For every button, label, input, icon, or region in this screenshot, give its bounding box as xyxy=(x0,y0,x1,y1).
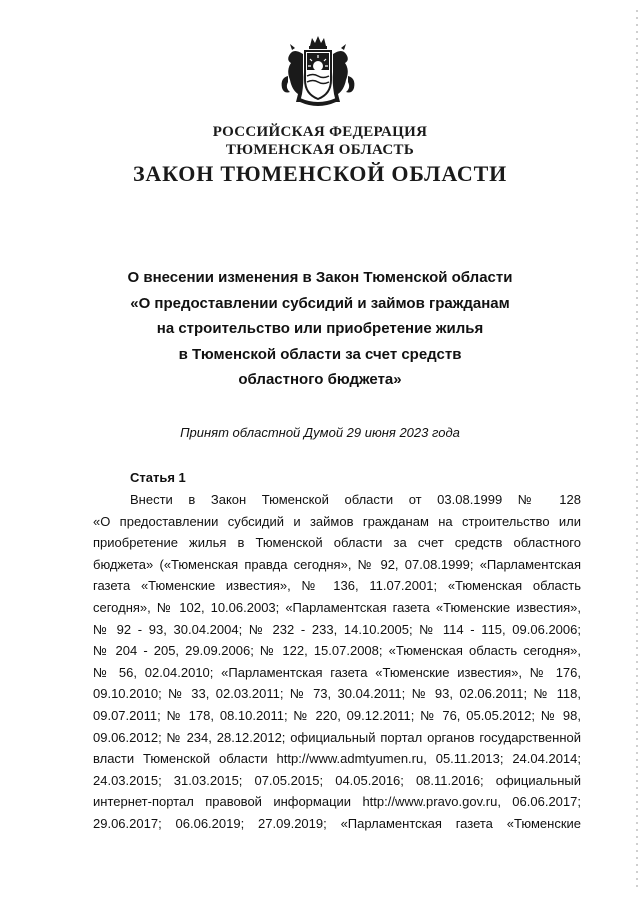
article-line: № 92 - 93, 30.04.2004; № 232 - 233, 14.10.2005; № 114 - 115, 09.06.2006; xyxy=(93,621,581,637)
article-body xyxy=(93,489,581,835)
article-line: 24.03.2015; 31.03.2015; 07.05.2015; 04.05.2016; 08.11.2016; официальный xyxy=(93,772,581,788)
scan-edge-divider xyxy=(636,10,638,890)
region-heading: ТЮМЕНСКАЯ ОБЛАСТЬ xyxy=(225,142,415,158)
law-title xyxy=(110,265,530,393)
article-line: № 204 - 205, 29.09.2006; № 122, 15.07.2008; «Тюменская область сегодня», xyxy=(93,643,581,659)
article-line: сегодня», № 102, 10.06.2003; «Парламентская газета «Тюменские известия», xyxy=(93,599,581,615)
law-title-line: на строительство или приобретение жилья xyxy=(156,320,484,337)
law-title-line: О внесении изменения в Закон Тюменской области xyxy=(127,269,513,286)
law-title-line: «О предоставлении субсидий и займов гражданам xyxy=(130,294,510,312)
adoption-note: Принят областной Думой 29 июня 2023 года xyxy=(180,425,460,440)
article-line: Внести в Закон Тюменской области от 03.08.1999 № 128 xyxy=(130,492,581,507)
law-title-line: в Тюменской области за счет средств xyxy=(178,345,462,363)
article-line: бюджета» («Тюменская правда сегодня», № 92, 07.08.1999; «Парламентская xyxy=(93,556,581,572)
article-line: интернет-портал правовой информации http://www.pravo.gov.ru, 06.06.2017; xyxy=(93,794,581,810)
document-type-heading: ЗАКОН ТЮМЕНСКОЙ ОБЛАСТИ xyxy=(132,161,507,186)
article-line: 09.10.2010; № 33, 02.03.2011; № 73, 30.04.2011; № 93, 02.06.2011; № 118, xyxy=(93,686,581,702)
article-line: 09.07.2011; № 178, 08.10.2011; № 220, 09.12.2011; № 76, 05.05.2012; № 98, xyxy=(93,707,581,723)
law-title-line: областного бюджета» xyxy=(238,371,402,388)
country-heading: РОССИЙСКАЯ ФЕДЕРАЦИЯ xyxy=(212,124,428,140)
article-line: № 56, 02.04.2010; «Парламентская газета «Тюменские известия», № 176, xyxy=(93,664,581,680)
article-line: власти Тюменской области http://www.admtyumen.ru, 05.11.2013; 24.04.2014; xyxy=(93,751,581,767)
article-line: приобретение жилья в Тюменской области за счет средств областного xyxy=(93,535,581,551)
article-heading: Статья 1 xyxy=(130,470,186,485)
coat-of-arms-icon xyxy=(276,36,360,108)
article-line: «О предоставлении субсидий и займов гражданам на строительство или xyxy=(93,513,581,529)
article-line: 29.06.2017; 06.06.2019; 27.09.2019; «Парламентская газета «Тюменские xyxy=(93,815,581,831)
article-line: газета «Тюменские известия», № 136, 11.07.2001; «Тюменская область xyxy=(93,578,581,594)
article-line: 09.06.2012; № 234, 28.12.2012; официальный портал органов государственной xyxy=(93,729,581,745)
